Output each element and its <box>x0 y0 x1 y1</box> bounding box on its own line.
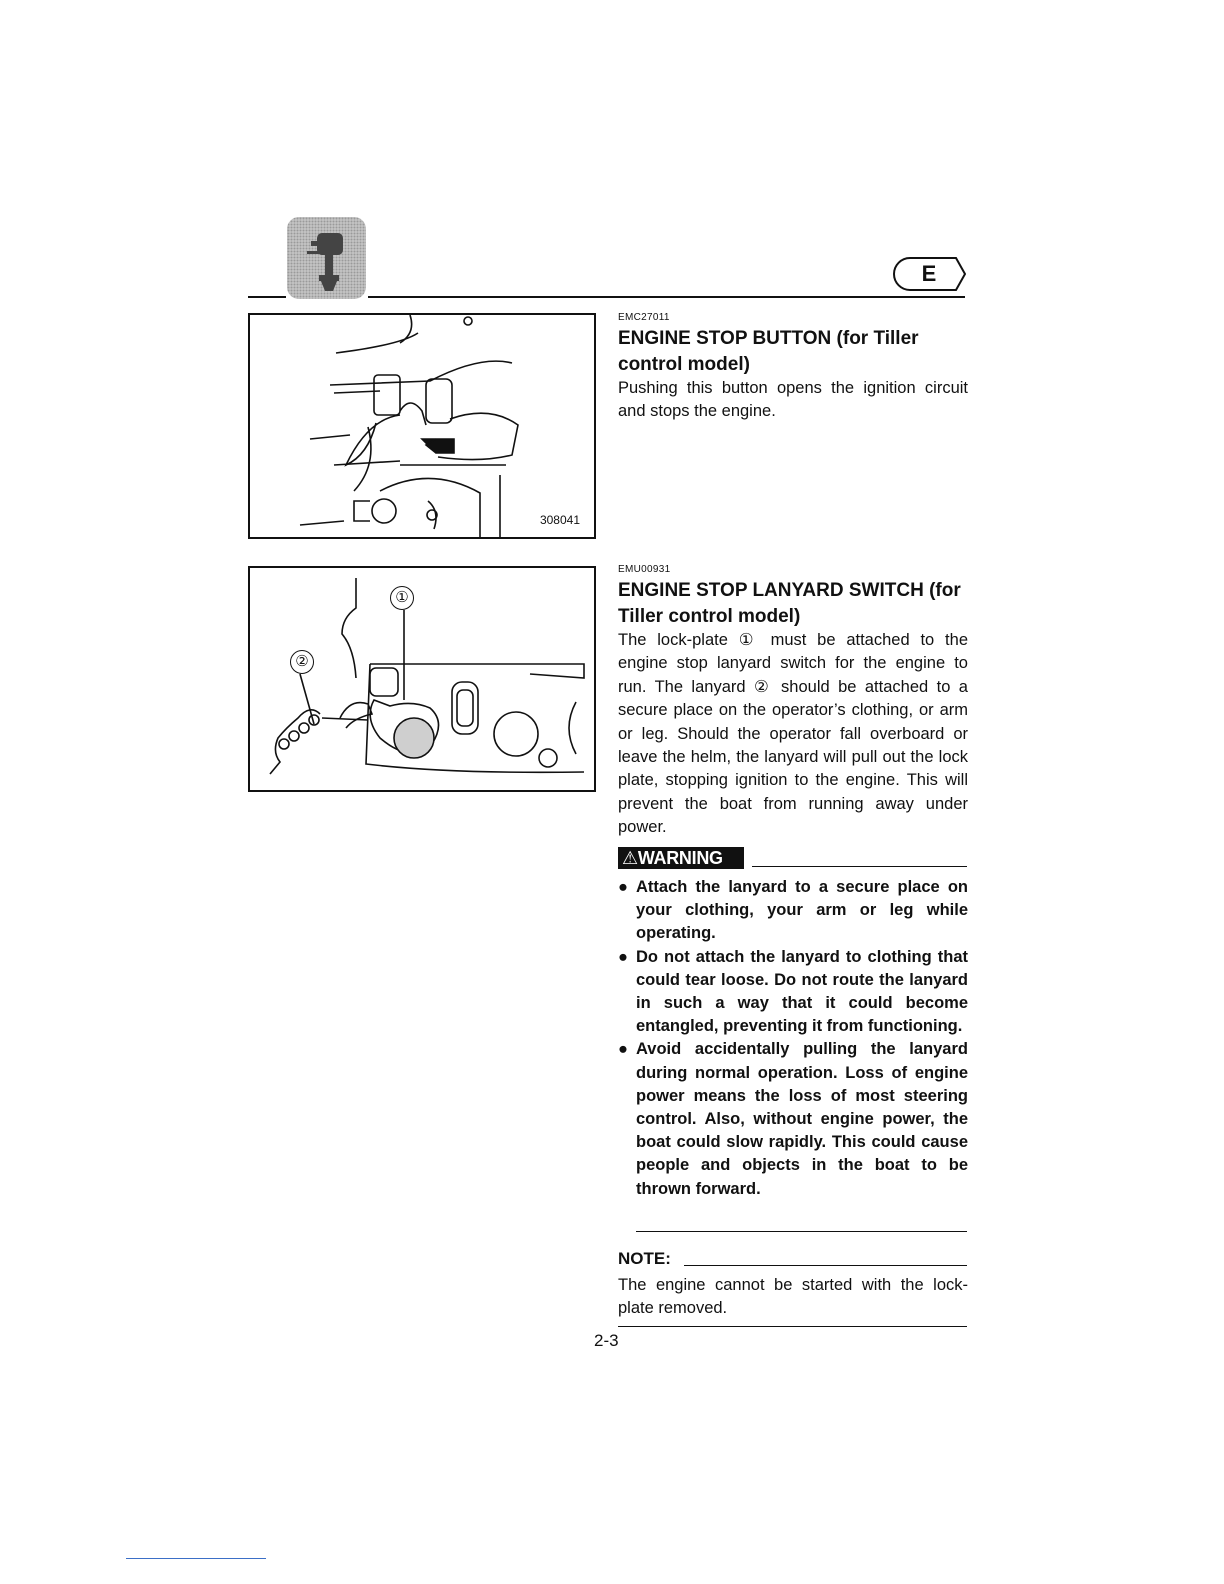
note-label: NOTE: <box>618 1249 671 1268</box>
callout-1: ① <box>390 586 414 610</box>
section-title: ENGINE STOP BUTTON (for Tiller control model) <box>618 328 919 375</box>
header-rule-left <box>248 296 286 298</box>
note-rule <box>684 1265 967 1266</box>
footer-rule <box>126 1558 266 1559</box>
figure-engine-stop-button <box>248 313 596 539</box>
warning-item: ● Do not attach the lanyard to clothing that could tear loose. Do not route the lanyard in such a way that it could become entangled, preventing it from functioning. <box>618 947 968 1036</box>
language-badge: E <box>921 261 937 286</box>
page-number: 2-3 <box>594 1331 619 1350</box>
figure-lanyard-switch <box>248 566 596 792</box>
figure-code: 308041 <box>539 513 580 527</box>
section-body: Pushing this button opens the ignition circuit and stops the engine. <box>618 379 968 421</box>
section-code: EMU00931 <box>618 564 671 575</box>
warning-item: ● Attach the lanyard to a secure place on your clothing, your arm or leg while operating. <box>618 878 968 943</box>
section-code: EMC27011 <box>618 312 670 323</box>
warning-end-rule <box>636 1231 967 1232</box>
callout-2: ② <box>290 650 314 674</box>
note-end-rule <box>618 1326 967 1327</box>
warning-badge: ⚠WARNING <box>618 847 744 869</box>
note-text: The engine cannot be started with the lock-plate removed. <box>618 1276 968 1318</box>
section-body: The lock-plate ① must be attached to the engine stop lanyard switch for the engine to run. The lanyard ② should be attached to a secure place on the operator’s clothing, or arm or leg. Should the operator fall overboard or leave the helm, the lanyard will pull out the lock plate, stopping ignition to the engine. This will prevent the boat from running away under power. <box>618 631 968 837</box>
section-title: ENGINE STOP LANYARD SWITCH (for Tiller control model) <box>618 580 961 627</box>
outboard-motor-icon <box>287 217 366 299</box>
warning-list <box>618 876 968 1201</box>
warning-rule <box>752 866 967 867</box>
header-rule <box>368 296 965 298</box>
warning-item: ● Avoid accidentally pulling the lanyard during normal operation. Loss of engine power means the loss of most steering control. Also, without engine power, the boat could slow rapidly. This could cause people and objects in the boat to be thrown forward. <box>618 1040 968 1198</box>
